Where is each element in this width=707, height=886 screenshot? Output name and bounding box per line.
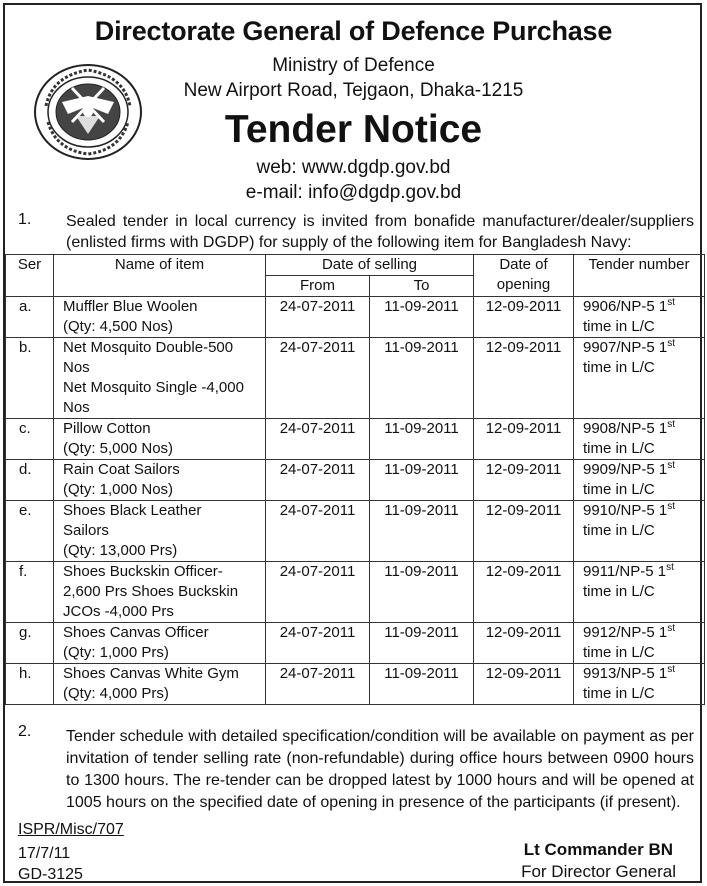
row-to-date: 11-09-2011	[370, 460, 474, 501]
para2-number: 2.	[18, 723, 32, 740]
header-to: To	[370, 276, 474, 297]
tender-note: time in L/C	[583, 440, 655, 457]
row-item	[54, 338, 266, 419]
row-from-date: 24-07-2011	[266, 419, 370, 460]
row-ser: b.	[6, 338, 54, 419]
row-item	[54, 297, 266, 338]
row-from-date: 24-07-2011	[266, 623, 370, 664]
website-text: web: www.dgdp.gov.bd	[256, 157, 451, 178]
item-line: Pillow Cotton	[63, 420, 151, 437]
item-line: Shoes Canvas White Gym	[63, 665, 239, 682]
header-tender: Tender number	[574, 255, 705, 297]
row-ser: e.	[6, 501, 54, 562]
table-row	[6, 664, 705, 705]
row-to-date: 11-09-2011	[370, 623, 474, 664]
ordinal-suffix: st	[666, 562, 674, 573]
table-row	[6, 623, 705, 664]
item-line: JCOs -4,000 Prs	[63, 603, 174, 620]
tender-number: 9909/NP-5 1	[583, 461, 668, 478]
ordinal-suffix: st	[667, 338, 676, 349]
ordinal-suffix: st	[667, 623, 676, 634]
table-row	[6, 419, 705, 460]
item-line: (Qty: 13,000 Prs)	[63, 542, 178, 559]
row-tender-number	[574, 297, 705, 338]
reference-number: ISPR/Misc/707	[18, 821, 124, 838]
row-ser: h.	[6, 664, 54, 705]
tender-number: 9910/NP-5 1	[583, 502, 668, 519]
row-to-date: 11-09-2011	[370, 664, 474, 705]
row-to-date: 11-09-2011	[370, 297, 474, 338]
row-from-date: 24-07-2011	[266, 338, 370, 419]
row-from-date: 24-07-2011	[266, 460, 370, 501]
item-line: Shoes Buckskin Officer-	[63, 563, 223, 580]
table-row	[6, 338, 705, 419]
reference-date: 17/7/11	[18, 845, 71, 862]
row-tender-number	[574, 419, 705, 460]
row-tender-number	[574, 460, 705, 501]
tender-note: time in L/C	[583, 318, 655, 335]
table-row	[6, 460, 705, 501]
row-opening-date: 12-09-2011	[474, 338, 574, 419]
item-line: Rain Coat Sailors	[63, 461, 180, 478]
tender-number: 9912/NP-5 1	[583, 624, 668, 641]
row-item	[54, 460, 266, 501]
row-opening-date: 12-09-2011	[474, 562, 574, 623]
tender-number: 9906/NP-5 1	[583, 298, 668, 315]
reference-code: GD-3125	[18, 866, 83, 883]
row-tender-number	[574, 562, 705, 623]
row-to-date: 11-09-2011	[370, 562, 474, 623]
ordinal-suffix: st	[667, 664, 676, 675]
header-selling: Date of selling	[266, 255, 474, 276]
row-from-date: 24-07-2011	[266, 501, 370, 562]
ordinal-suffix: st	[667, 460, 676, 471]
row-ser: d.	[6, 460, 54, 501]
address: New Airport Road, Tejgaon, Dhaka-1215	[183, 80, 524, 101]
ordinal-suffix: st	[667, 297, 676, 308]
row-item	[54, 562, 266, 623]
row-from-date: 24-07-2011	[266, 562, 370, 623]
row-from-date: 24-07-2011	[266, 297, 370, 338]
item-line: (Qty: 1,000 Nos)	[63, 481, 174, 498]
item-line: Shoes Black Leather	[63, 502, 202, 519]
item-line: (Qty: 1,000 Prs)	[63, 644, 169, 661]
item-line: Muffler Blue Woolen	[63, 298, 198, 315]
para1-text: Sealed tender in local currency is invited from bonafide manufacturer/dealer/suppliers (enlisted firms with DGDP) for supply of the following item for Bangladesh Navy:	[66, 213, 694, 251]
row-opening-date: 12-09-2011	[474, 623, 574, 664]
tender-number: 9911/NP-5 1	[583, 563, 667, 580]
tender-number: 9908/NP-5 1	[583, 420, 668, 437]
tender-note: time in L/C	[583, 481, 655, 498]
row-opening-date: 12-09-2011	[474, 297, 574, 338]
row-ser: g.	[6, 623, 54, 664]
row-tender-number	[574, 664, 705, 705]
row-to-date: 11-09-2011	[370, 419, 474, 460]
row-item	[54, 419, 266, 460]
row-opening-date: 12-09-2011	[474, 664, 574, 705]
page-title: Directorate General of Defence Purchase	[94, 16, 613, 46]
item-line: Sailors	[63, 522, 109, 539]
row-tender-number	[574, 338, 705, 419]
row-to-date: 11-09-2011	[370, 338, 474, 419]
tender-note: time in L/C	[583, 583, 655, 600]
tender-note: time in L/C	[583, 685, 655, 702]
row-from-date: 24-07-2011	[266, 664, 370, 705]
row-ser: f.	[6, 562, 54, 623]
tender-note: time in L/C	[583, 522, 655, 539]
notice-heading: Tender Notice	[224, 108, 483, 151]
tender-table	[5, 254, 705, 705]
item-line: (Qty: 4,000 Prs)	[63, 685, 169, 702]
table-row	[6, 297, 705, 338]
item-line: 2,600 Prs Shoes Buckskin	[63, 583, 239, 600]
ministry-name: Ministry of Defence	[272, 55, 435, 76]
row-tender-number	[574, 623, 705, 664]
tender-note: time in L/C	[583, 644, 655, 661]
item-line: Shoes Canvas Officer	[63, 624, 209, 641]
item-line: Net Mosquito Single -4,000	[63, 379, 244, 396]
header-ser: Ser	[6, 255, 54, 297]
signatory-rank: Lt Commander BN	[523, 840, 673, 859]
item-line: Nos	[63, 399, 90, 416]
header-item: Name of item	[54, 255, 266, 297]
para1-number: 1.	[18, 211, 32, 228]
item-line: (Qty: 5,000 Nos)	[63, 440, 174, 457]
ordinal-suffix: st	[667, 501, 676, 512]
row-item	[54, 501, 266, 562]
item-line: (Qty: 4,500 Nos)	[63, 318, 174, 335]
tender-note: time in L/C	[583, 359, 655, 376]
row-tender-number	[574, 501, 705, 562]
para2-text: Tender schedule with detailed specification/condition will be available on payment as per invitation of tender selling rate (non-refundable) during office hours between 0900 hours to 1300 hours. The re-tender can be dropped latest by 1000 hours and will be opened at 1005 hours on the specified date of opening in presence of the participants (if present).	[66, 728, 694, 811]
ordinal-suffix: st	[667, 419, 676, 430]
row-opening-date: 12-09-2011	[474, 501, 574, 562]
row-item	[54, 664, 266, 705]
row-ser: c.	[6, 419, 54, 460]
signatory-title: For Director General	[521, 862, 676, 881]
table-row	[6, 562, 705, 623]
item-line: Nos	[63, 359, 90, 376]
row-item	[54, 623, 266, 664]
table-row	[6, 501, 705, 562]
tender-number: 9907/NP-5 1	[583, 339, 668, 356]
email-text: e-mail: info@dgdp.gov.bd	[245, 182, 462, 203]
row-to-date: 11-09-2011	[370, 501, 474, 562]
header-opening: Date of opening	[474, 255, 574, 297]
row-opening-date: 12-09-2011	[474, 419, 574, 460]
item-line: Net Mosquito Double-500	[63, 339, 234, 356]
header-from: From	[266, 276, 370, 297]
tender-number: 9913/NP-5 1	[583, 665, 668, 682]
row-ser: a.	[6, 297, 54, 338]
row-opening-date: 12-09-2011	[474, 460, 574, 501]
